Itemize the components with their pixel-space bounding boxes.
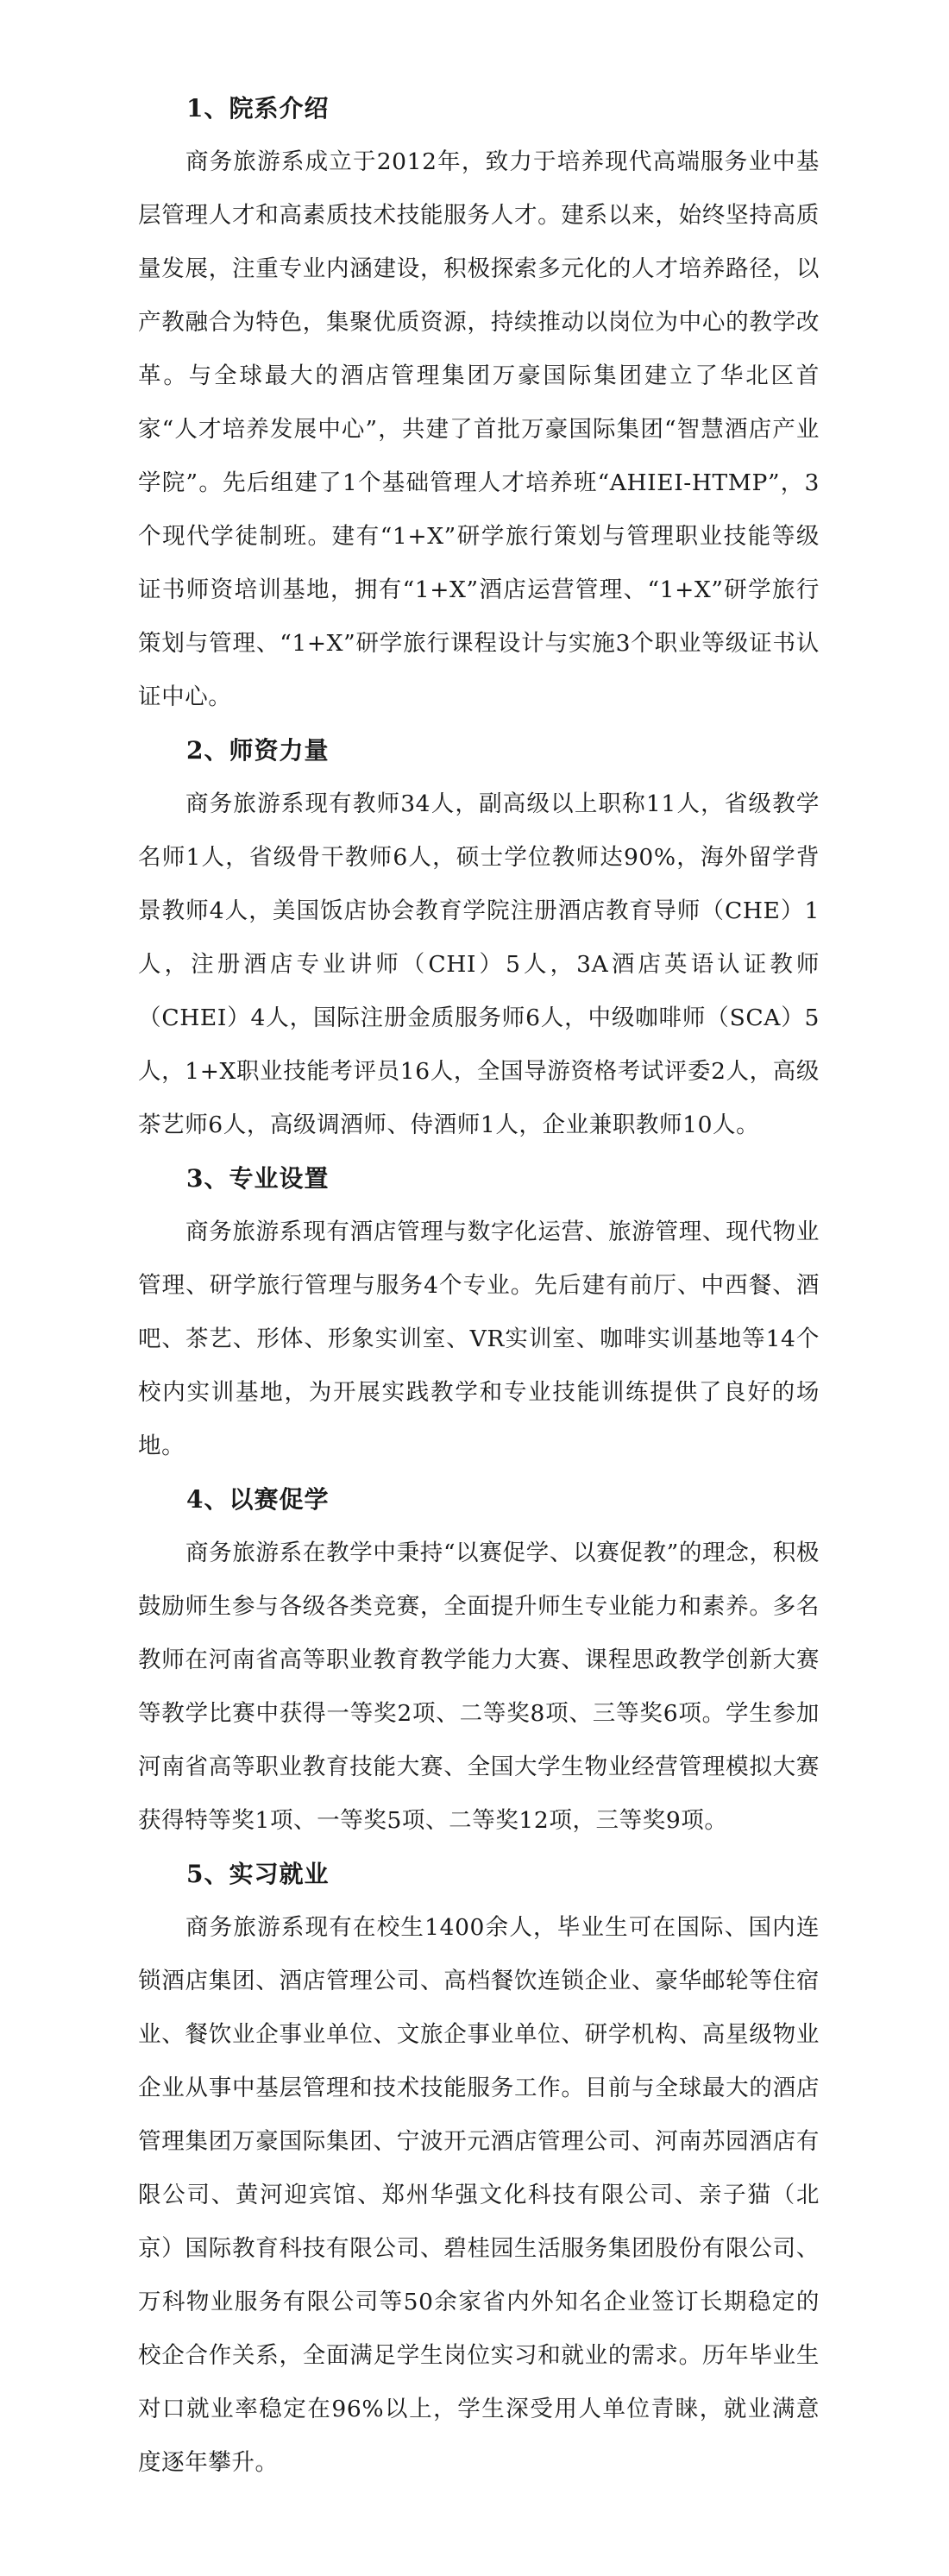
section-heading: 4、以赛促学 xyxy=(186,1485,330,1514)
section-heading: 5、实习就业 xyxy=(186,1860,330,1888)
section-department-intro xyxy=(138,82,820,724)
section-competitions xyxy=(138,1473,820,1848)
section-body: 商务旅游系成立于2012年，致力于培养现代高端服务业中基层管理人才和高素质技术技能服务人才。建系以来，始终坚持高质量发展，注重专业内涵建设，积极探索多元化的人才培养路径，以产教融合为特色，集聚优质资源，持续推动以岗位为中心的教学改革。与全球最大的酒店管理集团万豪国际集团建立了华北区首家“人才培养发展中心”，共建了首批万豪国际集团“智慧酒店产业学院”。先后组建了1个基础管理人才培养班“AHIEI-HTMP”，3个现代学徒制班。建有“1+X”研学旅行策划与管理职业技能等级证书师资培训基地，拥有“1+X”酒店运营管理、“1+X”研学旅行策划与管理、“1+X”研学旅行课程设计与实施3个职业等级证书认证中心。 xyxy=(138,148,820,710)
section-body: 商务旅游系在教学中秉持“以赛促学、以赛促教”的理念，积极鼓励师生参与各级各类竞赛，全面提升师生专业能力和素养。多名教师在河南省高等职业教育教学能力大赛、课程思政教学创新大赛等教学比赛中获得一等奖2项、二等奖8项、三等奖6项。学生参加河南省高等职业教育技能大赛、全国大学生物业经营管理模拟大赛获得特等奖1项、一等奖5项、二等奖12项，三等奖9项。 xyxy=(138,1540,820,1834)
document-page xyxy=(138,82,820,2490)
section-heading: 2、师资力量 xyxy=(186,736,330,765)
section-heading: 3、专业设置 xyxy=(186,1164,330,1193)
section-body: 商务旅游系现有酒店管理与数字化运营、旅游管理、现代物业管理、研学旅行管理与服务4个专业。先后建有前厅、中西餐、酒吧、茶艺、形体、形象实训室、VR实训室、咖啡实训基地等14个校内实训基地，为开展实践教学和专业技能训练提供了良好的场地。 xyxy=(138,1219,820,1459)
section-heading: 1、院系介绍 xyxy=(186,94,330,123)
section-majors xyxy=(138,1152,820,1473)
section-internship-employment xyxy=(138,1848,820,2490)
section-body: 商务旅游系现有教师34人，副高级以上职称11人，省级教学名师1人，省级骨干教师6人，硕士学位教师达90%，海外留学背景教师4人，美国饭店协会教育学院注册酒店教育导师（CHE）1人，注册酒店专业讲师（CHI）5人，3A酒店英语认证教师（CHEI）4人，国际注册金质服务师6人，中级咖啡师（SCA）5人，1+X职业技能考评员16人，全国导游资格考试评委2人，高级茶艺师6人，高级调酒师、侍酒师1人，企业兼职教师10人。 xyxy=(138,790,820,1138)
section-faculty xyxy=(138,724,820,1152)
section-body: 商务旅游系现有在校生1400余人，毕业生可在国际、国内连锁酒店集团、酒店管理公司、高档餐饮连锁企业、豪华邮轮等住宿业、餐饮业企事业单位、文旅企事业单位、研学机构、高星级物业企业从事中基层管理和技术技能服务工作。目前与全球最大的酒店管理集团万豪国际集团、宁波开元酒店管理公司、河南苏园酒店有限公司、黄河迎宾馆、郑州华强文化科技有限公司、亲子猫（北京）国际教育科技有限公司、碧桂园生活服务集团股份有限公司、万科物业服务有限公司等50余家省内外知名企业签订长期稳定的校企合作关系，全面满足学生岗位实习和就业的需求。历年毕业生对口就业率稳定在96%以上，学生深受用人单位青睐，就业满意度逐年攀升。 xyxy=(138,1914,820,2476)
